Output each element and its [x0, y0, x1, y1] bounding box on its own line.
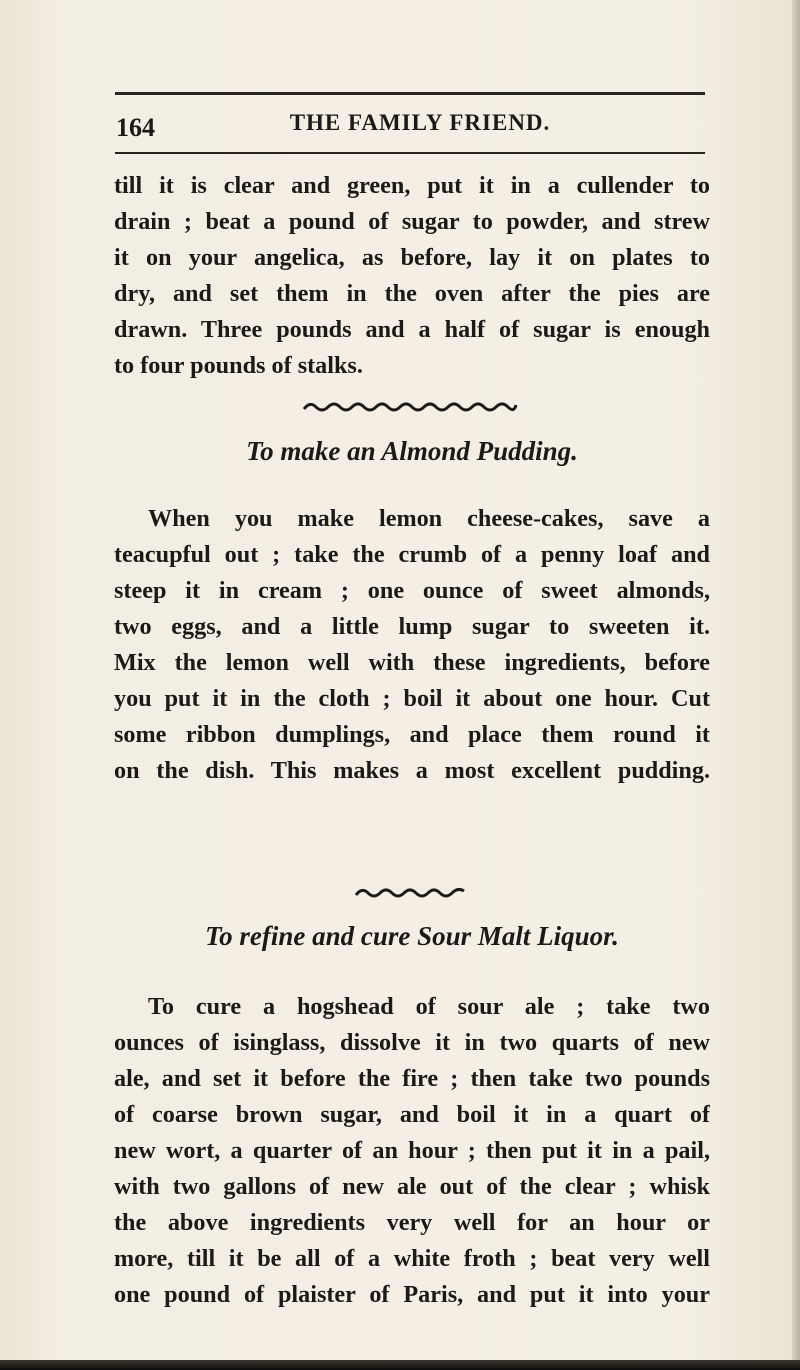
- header-rule-bottom: [115, 152, 705, 154]
- text-line: ounces of isinglass, dissolve it in two quarts of new: [114, 1029, 710, 1056]
- text-line: till it is clear and green, put it in a cullender to: [114, 172, 710, 199]
- text-line: two eggs, and a little lump sugar to sweeten it.: [114, 613, 710, 640]
- paragraph-malt-liquor: [114, 989, 710, 1313]
- text-line: on the dish. This makes a most excellent pudding.: [114, 757, 710, 784]
- text-line: it on your angelica, as before, lay it on plates to: [114, 244, 710, 271]
- text-line: some ribbon dumplings, and place them round it: [114, 721, 710, 748]
- text-line: drain ; beat a pound of sugar to powder, and strew: [114, 208, 710, 235]
- running-head: THE FAMILY FRIEND.: [289, 110, 551, 135]
- text-line: of coarse brown sugar, and boil it in a quart of: [114, 1101, 710, 1128]
- text-line: When you make lemon cheese-cakes, save a: [148, 505, 710, 532]
- text-line: To cure a hogshead of sour ale ; take two: [148, 993, 710, 1020]
- text-line: dry, and set them in the oven after the pies are: [114, 280, 710, 307]
- page-edge-shadow: [792, 0, 800, 1370]
- text-line: the above ingredients very well for an hour or: [114, 1209, 710, 1236]
- text-line: ale, and set it before the fire ; then take two pounds: [114, 1065, 710, 1092]
- text-line: more, till it be all of a white froth ; beat very well: [114, 1245, 710, 1272]
- text-line: drawn. Three pounds and a half of sugar is enough: [114, 316, 710, 343]
- text-line: teacupful out ; take the crumb of a penny loaf and: [114, 541, 710, 568]
- text-line: with two gallons of new ale out of the clear ; whisk: [114, 1173, 710, 1200]
- section-heading-almond-pudding: To make an Almond Pudding.: [246, 436, 578, 466]
- page-number: 164: [116, 113, 155, 142]
- text-line: Mix the lemon well with these ingredients, before: [114, 649, 710, 676]
- text-line: one pound of plaister of Paris, and put it into your: [114, 1281, 710, 1308]
- ornament-divider: [300, 399, 520, 413]
- text-line: you put it in the cloth ; boil it about one hour. Cut: [114, 685, 710, 712]
- header-rule-top: [115, 92, 705, 95]
- paragraph-angelica-continued: [114, 168, 710, 384]
- text-line: to four pounds of stalks.: [114, 352, 363, 379]
- text-line: new wort, a quarter of an hour ; then put it in a pail,: [114, 1137, 710, 1164]
- ornament-divider: [300, 885, 520, 899]
- section-heading-malt-liquor: To refine and cure Sour Malt Liquor.: [205, 921, 619, 951]
- page-bottom-edge: [0, 1360, 800, 1370]
- text-line: steep it in cream ; one ounce of sweet almonds,: [114, 577, 710, 604]
- paragraph-almond-pudding: [114, 501, 710, 789]
